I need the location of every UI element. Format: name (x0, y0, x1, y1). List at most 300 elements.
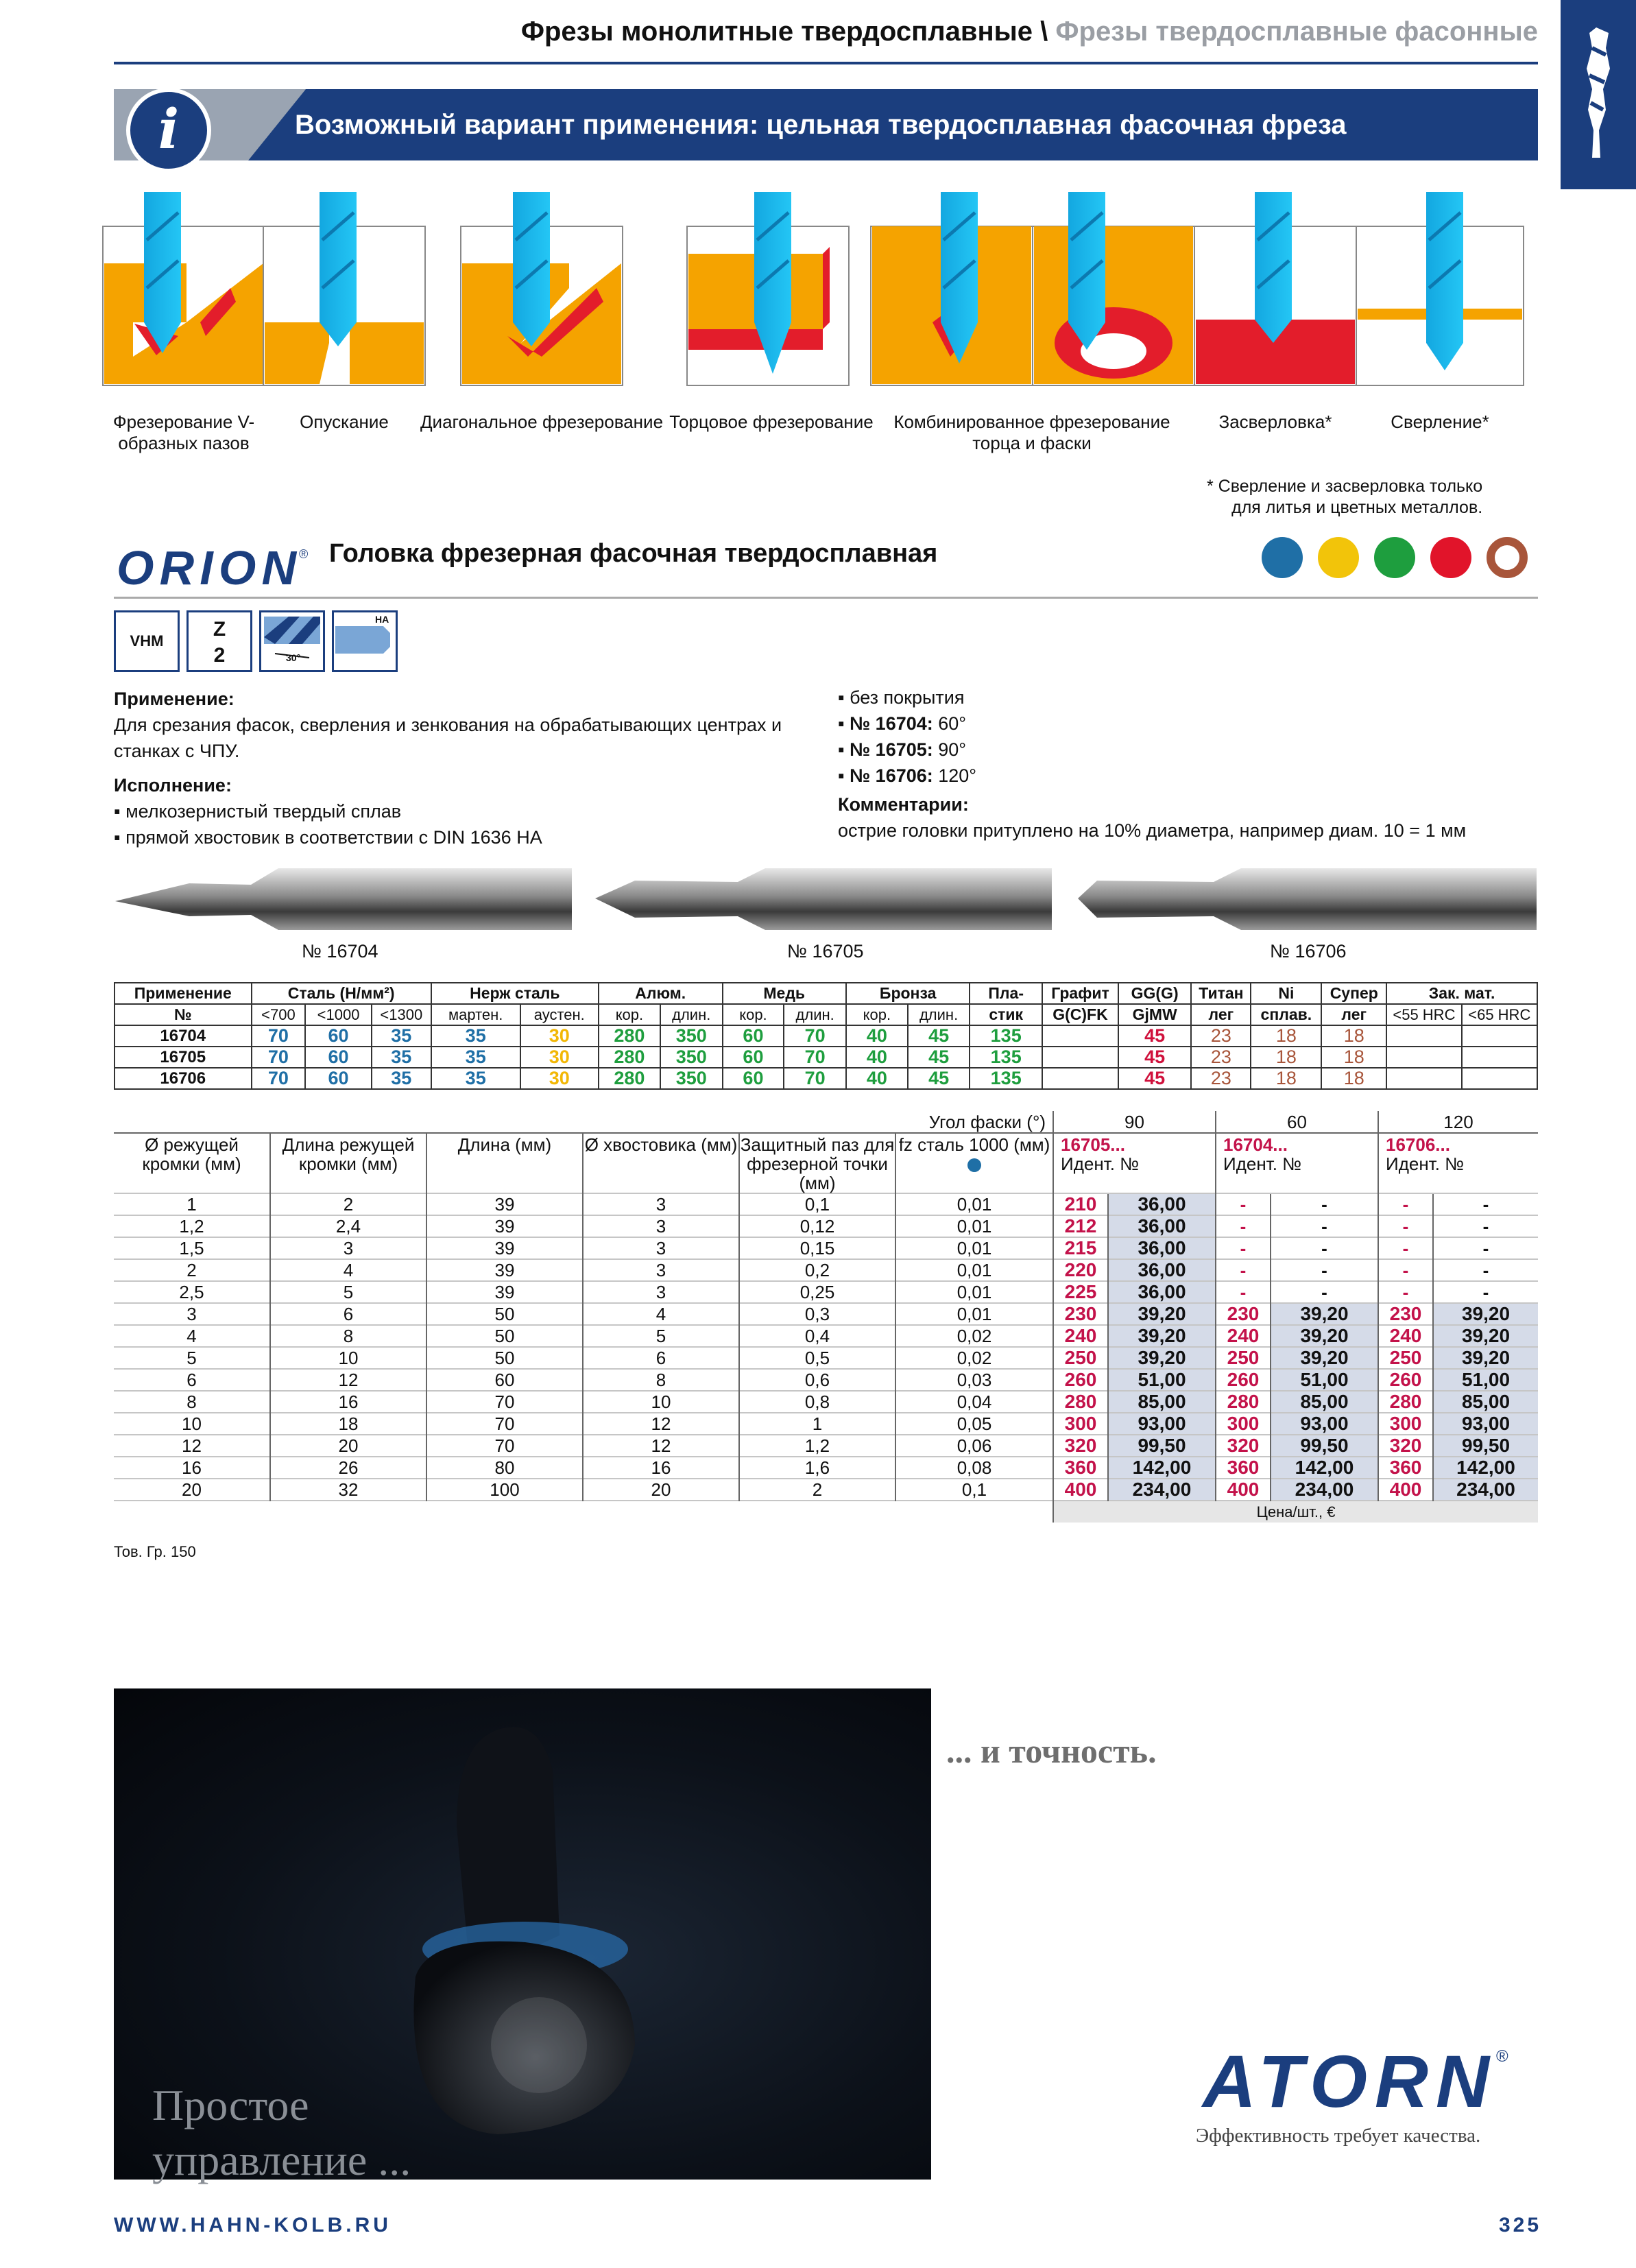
op-diagonal-diagram (461, 192, 623, 385)
price-value: 93,00 (1271, 1413, 1378, 1435)
footnote-line: * Сверление и засверловка только (1207, 477, 1483, 496)
empty-cell: - (1433, 1193, 1538, 1215)
article-number: 16706 (115, 1068, 252, 1089)
cell-value: 3 (114, 1303, 270, 1325)
op-spot-diagram (1194, 192, 1356, 385)
price-value: 51,00 (1108, 1369, 1216, 1391)
ident-number: 215 (1053, 1237, 1108, 1259)
cell-value: 6 (114, 1369, 270, 1391)
fz-label: fz сталь 1000 (мм) (898, 1134, 1050, 1155)
price-value: 39,20 (1271, 1325, 1378, 1347)
cell-value: 0,2 (739, 1259, 895, 1281)
table-row (114, 1457, 1538, 1479)
speed-value: 18 (1321, 1068, 1386, 1089)
empty-cell: - (1216, 1259, 1271, 1281)
speed-value: 60 (723, 1068, 784, 1089)
ident-number: 400 (1216, 1479, 1271, 1501)
col-subheader: длин. (784, 1004, 846, 1025)
ident-number: 320 (1378, 1435, 1433, 1457)
col-subheader: длин. (660, 1004, 723, 1025)
page-number: 325 (1499, 2214, 1542, 2236)
speed-value: 45 (908, 1025, 970, 1047)
ident-number: 220 (1053, 1259, 1108, 1281)
group-ident: Идент. № (1223, 1154, 1302, 1174)
svg-text:®: ® (1496, 2047, 1508, 2066)
cell-value: 39 (426, 1259, 583, 1281)
variant-item: ▪ без покрытия (838, 684, 1466, 711)
cell-value: 3 (583, 1281, 739, 1303)
col-subheader: GjMW (1118, 1004, 1191, 1025)
speed-value: 18 (1251, 1068, 1321, 1089)
empty-cell: - (1271, 1259, 1378, 1281)
group-16705 (1053, 1133, 1216, 1193)
application-table (114, 982, 1538, 1090)
cell-value: 20 (583, 1479, 739, 1501)
variants-block (838, 684, 1466, 844)
op-label-face: Торцовое фрезерование (669, 411, 874, 432)
speed-value (1462, 1025, 1537, 1047)
cell-value: 2 (270, 1193, 426, 1215)
col-subheader: кор. (599, 1004, 660, 1025)
ident-number: 260 (1053, 1369, 1108, 1391)
empty-cell: - (1378, 1281, 1433, 1303)
price-value: 93,00 (1433, 1413, 1538, 1435)
ident-number: 280 (1216, 1391, 1271, 1413)
speed-value (1462, 1068, 1537, 1089)
speed-value: 350 (660, 1068, 723, 1089)
cell-value: 10 (270, 1347, 426, 1369)
svg-text:®: ® (299, 547, 309, 561)
speed-value: 45 (1118, 1068, 1191, 1089)
cell-value: 12 (583, 1435, 739, 1457)
price-value: 36,00 (1108, 1281, 1216, 1303)
price-value: 85,00 (1108, 1391, 1216, 1413)
cell-value: 2 (739, 1479, 895, 1501)
ident-number: 240 (1378, 1325, 1433, 1347)
col-header: Пла- (970, 983, 1042, 1004)
op-combined-diagram (871, 192, 1194, 385)
group-code: 16706... (1386, 1134, 1450, 1155)
cell-value: 1 (739, 1413, 895, 1435)
speed-value: 60 (723, 1047, 784, 1068)
speed-value: 135 (970, 1025, 1042, 1047)
op-vgroove-diagram (103, 192, 265, 385)
info-banner-text: Возможный вариант применения: цельная твердосплавная фасочная фреза (295, 110, 1347, 140)
breadcrumb-separator: \ (1033, 16, 1056, 47)
helix-angle-label: 30° (286, 652, 301, 663)
shank-ha-icon (332, 610, 398, 672)
op-drill-diagram (1356, 192, 1524, 385)
cell-value: 0,02 (895, 1325, 1053, 1347)
cell-value: 0,06 (895, 1435, 1053, 1457)
empty-cell: - (1378, 1259, 1433, 1281)
ident-number: 300 (1053, 1413, 1108, 1435)
col-subheader: аустен. (520, 1004, 599, 1025)
price-label-row (114, 1501, 1538, 1523)
col-header: Графит (1042, 983, 1118, 1004)
svg-text:ATORN: ATORN (1203, 2041, 1489, 2116)
empty-cell: - (1378, 1193, 1433, 1215)
table-row (114, 1347, 1538, 1369)
speed-value: 18 (1251, 1047, 1321, 1068)
empty-cell: - (1433, 1237, 1538, 1259)
orion-logo (114, 542, 314, 593)
cell-value: 0,6 (739, 1369, 895, 1391)
col-subheader: <55 HRC (1386, 1004, 1461, 1025)
speed-value: 135 (970, 1047, 1042, 1068)
speed-value (1042, 1047, 1118, 1068)
empty-cell: - (1433, 1281, 1538, 1303)
execution-block (114, 772, 542, 850)
tool-image-16706 (1076, 864, 1538, 933)
col-header: Ni (1251, 983, 1321, 1004)
col-subheader: кор. (723, 1004, 784, 1025)
speed-value: 280 (599, 1068, 660, 1089)
comments-text: острие головки притуплено на 10% диаметра, например диам. 10 = 1 мм (838, 820, 1467, 841)
cell-value: 4 (270, 1259, 426, 1281)
col-header: Ø хвостовика (мм) (583, 1133, 739, 1193)
col-subheader: G(C)FK (1042, 1004, 1118, 1025)
col-header: Зак. мат. (1386, 983, 1537, 1004)
speed-value: 40 (846, 1068, 908, 1089)
speed-value: 35 (372, 1025, 431, 1047)
col-subheader: <700 (252, 1004, 306, 1025)
speed-value: 60 (305, 1025, 372, 1047)
material-dot-cast (1430, 537, 1471, 578)
goods-group: Тов. Гр. 150 (114, 1543, 196, 1560)
speed-value: 35 (372, 1047, 431, 1068)
cell-value: 6 (270, 1303, 426, 1325)
cell-value: 4 (114, 1325, 270, 1347)
cell-value: 3 (583, 1237, 739, 1259)
speed-value: 135 (970, 1068, 1042, 1089)
col-subheader: <1300 (372, 1004, 431, 1025)
price-value: 51,00 (1271, 1369, 1378, 1391)
cell-value: 18 (270, 1413, 426, 1435)
steel-dot-icon (967, 1158, 981, 1172)
cell-value: 0,02 (895, 1347, 1053, 1369)
shank-label: HA (375, 614, 389, 625)
price-value: 39,20 (1271, 1303, 1378, 1325)
price-value: 36,00 (1108, 1215, 1216, 1237)
price-value: 142,00 (1433, 1457, 1538, 1479)
speed-value: 30 (520, 1025, 599, 1047)
product-divider (114, 597, 1538, 599)
speed-value: 280 (599, 1047, 660, 1068)
cell-value: 70 (426, 1435, 583, 1457)
table-row (114, 1435, 1538, 1457)
cell-value: 2 (114, 1259, 270, 1281)
op-label-combined: Комбинированное фрезерование торца и фаски (893, 411, 1170, 453)
ident-number: 280 (1378, 1391, 1433, 1413)
speed-value (1042, 1068, 1118, 1089)
table-row (114, 1391, 1538, 1413)
tool-label-16705: № 16705 (787, 941, 864, 962)
col-header: Нерж сталь (431, 983, 599, 1004)
angle-row (114, 1111, 1538, 1133)
site-url[interactable]: WWW.HAHN-KOLB.RU (114, 2214, 392, 2236)
cell-value: 0,1 (739, 1193, 895, 1215)
ad-left-line: Простое (152, 2081, 309, 2129)
price-value: 234,00 (1271, 1479, 1378, 1501)
cell-value: 0,3 (739, 1303, 895, 1325)
cell-value: 0,15 (739, 1237, 895, 1259)
col-header: Бронза (846, 983, 970, 1004)
cell-value: 8 (270, 1325, 426, 1347)
table-row (114, 1479, 1538, 1501)
article-number: 16704 (115, 1025, 252, 1047)
op-label-vgroove: Фрезерование V-образных пазов (112, 411, 255, 453)
price-value: 142,00 (1108, 1457, 1216, 1479)
comments-title: Комментарии: (838, 794, 969, 815)
operation-diagrams (0, 0, 1636, 411)
material-dot-special (1487, 537, 1528, 578)
price-value: 51,00 (1433, 1369, 1538, 1391)
app-table-row (115, 1047, 1537, 1068)
speed-value (1386, 1025, 1461, 1047)
cell-value: 0,04 (895, 1391, 1053, 1413)
speed-value: 18 (1321, 1047, 1386, 1068)
cell-value: 39 (426, 1215, 583, 1237)
speed-value: 40 (846, 1047, 908, 1068)
cell-value: 70 (426, 1391, 583, 1413)
speed-value: 35 (431, 1068, 520, 1089)
ident-number: 300 (1216, 1413, 1271, 1435)
helix-angle-icon (259, 610, 325, 672)
speed-value: 45 (1118, 1025, 1191, 1047)
table-row (114, 1303, 1538, 1325)
cell-value: 10 (583, 1391, 739, 1413)
speed-value: 280 (599, 1025, 660, 1047)
col-subheader: <65 HRC (1462, 1004, 1537, 1025)
cell-value: 2,5 (114, 1281, 270, 1303)
price-value: 39,20 (1271, 1347, 1378, 1369)
speed-value: 45 (908, 1047, 970, 1068)
ident-number: 280 (1053, 1391, 1108, 1413)
col-header: Супер (1321, 983, 1386, 1004)
price-value: 39,20 (1433, 1303, 1538, 1325)
group-ident: Идент. № (1386, 1154, 1465, 1174)
ad-left-text (152, 2078, 411, 2188)
cell-value: 16 (270, 1391, 426, 1413)
cell-value: 100 (426, 1479, 583, 1501)
ident-number: 260 (1378, 1369, 1433, 1391)
cell-value: 26 (270, 1457, 426, 1479)
col-header: Длина режущей кромки (мм) (270, 1133, 426, 1193)
ident-number: 230 (1053, 1303, 1108, 1325)
empty-cell: - (1216, 1193, 1271, 1215)
cell-value: 1,2 (739, 1435, 895, 1457)
angle-label: Угол фаски (°) (928, 1111, 1046, 1132)
code-vhm-label: VHM (130, 632, 164, 649)
empty-cell: - (1433, 1215, 1538, 1237)
col-subheader: мартен. (431, 1004, 520, 1025)
cell-value: 0,05 (895, 1413, 1053, 1435)
cell-value: 1 (114, 1193, 270, 1215)
cell-value: 2,4 (270, 1215, 426, 1237)
svg-text:ORION: ORION (117, 542, 296, 593)
price-value: 99,50 (1108, 1435, 1216, 1457)
cell-value: 3 (583, 1259, 739, 1281)
app-table-row (115, 1025, 1537, 1047)
cell-value: 20 (114, 1479, 270, 1501)
cell-value: 0,01 (895, 1193, 1053, 1215)
op-face-diagram (687, 192, 849, 385)
price-value: 39,20 (1108, 1325, 1216, 1347)
price-value: 99,50 (1433, 1435, 1538, 1457)
empty-cell: - (1433, 1259, 1538, 1281)
col-subheader: длин. (908, 1004, 970, 1025)
price-value: 39,20 (1108, 1303, 1216, 1325)
ident-number: 360 (1216, 1457, 1271, 1479)
speed-value: 30 (520, 1047, 599, 1068)
speed-value: 35 (372, 1068, 431, 1089)
speed-value (1386, 1047, 1461, 1068)
speed-value: 60 (305, 1068, 372, 1089)
speed-value (1386, 1068, 1461, 1089)
cell-value: 5 (114, 1347, 270, 1369)
col-header: Медь (723, 983, 846, 1004)
tool-image-16704 (114, 864, 573, 933)
speed-value: 70 (252, 1047, 306, 1068)
col-header: Длина (мм) (426, 1133, 583, 1193)
empty-cell: - (1378, 1215, 1433, 1237)
price-value: 39,20 (1433, 1325, 1538, 1347)
execution-item: ▪ мелкозернистый твердый сплав (114, 798, 542, 824)
op-label-diagonal: Диагональное фрезерование (420, 411, 664, 432)
ad-left-line: управление ... (152, 2136, 411, 2184)
atorn-slogan: Эффективность требует качества. (1196, 2125, 1481, 2147)
price-label: Цена/шт., € (1053, 1501, 1538, 1523)
price-value: 234,00 (1433, 1479, 1538, 1501)
tool-image-16705 (594, 864, 1053, 933)
material-dot-steel (1262, 537, 1303, 578)
application-text: Для срезания фасок, сверления и зенкования на обрабатывающих центрах и (114, 715, 782, 735)
speed-value: 70 (252, 1025, 306, 1047)
application-block (114, 686, 782, 764)
cell-value: 5 (270, 1281, 426, 1303)
breadcrumb-sub: Фрезы твердосплавные фасонные (1055, 16, 1538, 47)
cell-value: 1,2 (114, 1215, 270, 1237)
speed-value: 23 (1191, 1068, 1251, 1089)
col-header-fz (895, 1133, 1053, 1193)
empty-cell: - (1216, 1281, 1271, 1303)
app-table-header-row-1 (115, 983, 1537, 1004)
material-dot-nonferrous (1374, 537, 1415, 578)
op-plunge-diagram (263, 192, 425, 385)
col-subheader: лег (1191, 1004, 1251, 1025)
col-subheader: лег (1321, 1004, 1386, 1025)
price-value: 99,50 (1271, 1435, 1378, 1457)
ident-number: 250 (1053, 1347, 1108, 1369)
cell-value: 0,01 (895, 1303, 1053, 1325)
speed-value: 60 (723, 1025, 784, 1047)
group-16704 (1216, 1133, 1378, 1193)
empty-cell: - (1271, 1281, 1378, 1303)
cell-value: 0,1 (895, 1479, 1053, 1501)
col-subheader: стик (970, 1004, 1042, 1025)
speed-value: 60 (305, 1047, 372, 1068)
cell-value: 32 (270, 1479, 426, 1501)
cell-value: 0,01 (895, 1215, 1053, 1237)
speed-value: 35 (431, 1047, 520, 1068)
col-header: Сталь (Н/мм²) (252, 983, 431, 1004)
application-title: Применение: (114, 689, 234, 709)
group-16706 (1378, 1133, 1538, 1193)
cell-value: 70 (426, 1413, 583, 1435)
table-row (114, 1281, 1538, 1303)
ident-number: 240 (1053, 1325, 1108, 1347)
ident-number: 225 (1053, 1281, 1108, 1303)
cell-value: 8 (114, 1391, 270, 1413)
group-ident: Идент. № (1061, 1154, 1140, 1174)
main-header-row (114, 1133, 1538, 1193)
ident-number: 250 (1216, 1347, 1271, 1369)
article-number: 16705 (115, 1047, 252, 1068)
col-header: Ø режущей кромки (мм) (114, 1133, 270, 1193)
code-vhm (114, 610, 180, 672)
cell-value: 8 (583, 1369, 739, 1391)
op-label-spot: Засверловка* (1218, 411, 1332, 432)
tool-label-16704: № 16704 (302, 941, 378, 962)
ident-number: 210 (1053, 1193, 1108, 1215)
op-label-drill: Сверление* (1391, 411, 1489, 432)
execution-title: Исполнение: (114, 775, 232, 796)
cell-value: 5 (583, 1325, 739, 1347)
speed-value: 45 (1118, 1047, 1191, 1068)
price-value: 36,00 (1108, 1193, 1216, 1215)
ident-number: 230 (1378, 1303, 1433, 1325)
price-value: 36,00 (1108, 1259, 1216, 1281)
cell-value: 50 (426, 1303, 583, 1325)
cell-value: 3 (270, 1237, 426, 1259)
speed-value: 70 (784, 1025, 846, 1047)
cell-value: 60 (426, 1369, 583, 1391)
variant-item: ▪ № 16704: 60° (838, 711, 1466, 737)
footnote-line: для литья и цветных металлов. (1231, 498, 1483, 517)
cell-value: 0,01 (895, 1281, 1053, 1303)
price-value: 142,00 (1271, 1457, 1378, 1479)
ident-number: 240 (1216, 1325, 1271, 1347)
ident-number: 250 (1378, 1347, 1433, 1369)
ad-right-text: ... и точность. (946, 1732, 1157, 1770)
ident-number: 230 (1216, 1303, 1271, 1325)
cell-value: 0,4 (739, 1325, 895, 1347)
ident-number: 300 (1378, 1413, 1433, 1435)
col-subheader: <1000 (305, 1004, 372, 1025)
atorn-logo (1200, 2041, 1515, 2116)
speed-value: 30 (520, 1068, 599, 1089)
speed-value: 23 (1191, 1025, 1251, 1047)
cell-value: 3 (583, 1215, 739, 1237)
cell-value: 12 (583, 1413, 739, 1435)
ident-number: 360 (1053, 1457, 1108, 1479)
table-row (114, 1369, 1538, 1391)
col-subheader: кор. (846, 1004, 908, 1025)
code-z (187, 610, 252, 672)
cell-value: 10 (114, 1413, 270, 1435)
breadcrumb-main: Фрезы монолитные твердосплавные (520, 16, 1033, 47)
cell-value: 80 (426, 1457, 583, 1479)
app-table-row (115, 1068, 1537, 1089)
operations-footnote (1207, 476, 1482, 518)
angle-value: 60 (1216, 1111, 1378, 1133)
speed-value: 45 (908, 1068, 970, 1089)
price-value: 85,00 (1271, 1391, 1378, 1413)
table-row (114, 1259, 1538, 1281)
table-row (114, 1325, 1538, 1347)
cell-value: 0,03 (895, 1369, 1053, 1391)
